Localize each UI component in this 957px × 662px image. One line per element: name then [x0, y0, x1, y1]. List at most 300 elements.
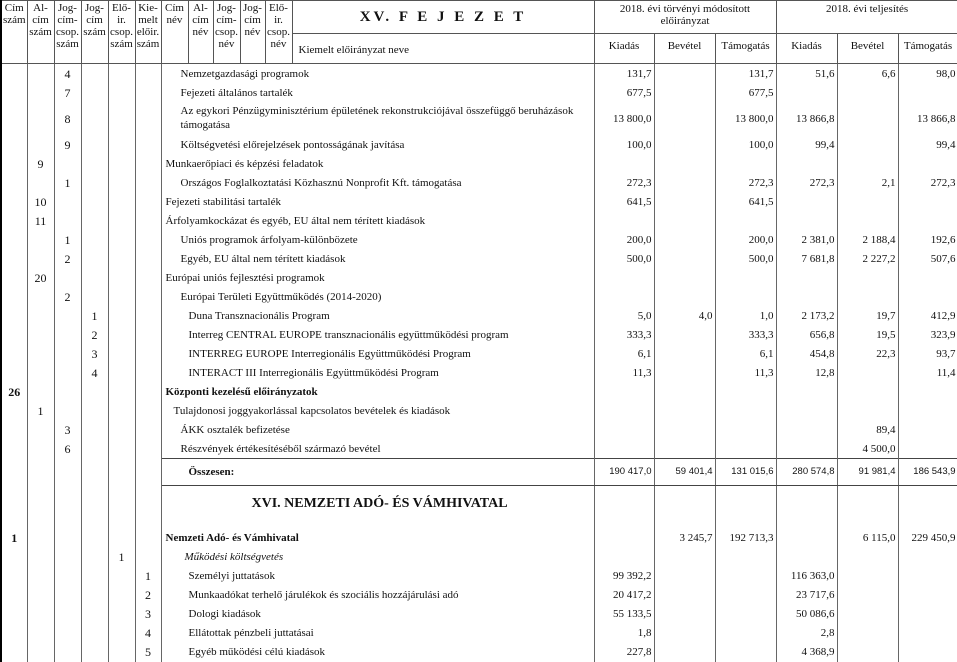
value-modified-expenditure: 13 800,0 — [594, 102, 654, 135]
value-actual-expenditure: 272,3 — [776, 173, 837, 192]
code-cell — [135, 192, 161, 211]
code-cell: 26 — [1, 382, 27, 401]
value-modified-expenditure: 190 417,0 — [594, 459, 654, 486]
code-cell — [81, 401, 108, 420]
appropriation-name: Nemzeti Adó- és Vámhivatal — [161, 523, 594, 548]
value-modified-support — [715, 605, 776, 624]
table-row — [1, 249, 957, 268]
code-cell — [81, 287, 108, 306]
table-row — [1, 306, 957, 325]
chapter-title: XV. F E J E Z E T — [292, 1, 594, 34]
code-cell — [1, 548, 27, 567]
appropriation-name: Az egykori Pénzügyminisztérium épületének rekonstrukciójával összefüggő beruházások támogatása — [161, 102, 594, 135]
column-header-támogatás: Támogatás — [898, 34, 957, 64]
column-header-bevétel: Bevétel — [654, 34, 715, 64]
value-actual-expenditure — [776, 548, 837, 567]
value-actual-support: 99,4 — [898, 135, 957, 154]
value-actual-support — [898, 420, 957, 439]
column-header-bevétel: Bevétel — [837, 34, 898, 64]
value-actual-revenue — [837, 192, 898, 211]
code-cell — [135, 306, 161, 325]
column-group-performance: 2018. évi teljesítés — [776, 1, 957, 34]
code-cell: 20 — [27, 268, 54, 287]
code-cell — [108, 230, 135, 249]
table-row — [1, 363, 957, 382]
code-cell — [108, 624, 135, 643]
value-modified-revenue — [654, 420, 715, 439]
value-modified-revenue — [654, 401, 715, 420]
code-cell — [54, 401, 81, 420]
appropriation-name: Költségvetési előrejelzések pontosságának javítása — [161, 135, 594, 154]
value-actual-expenditure — [776, 268, 837, 287]
value-modified-revenue — [654, 382, 715, 401]
code-cell — [81, 249, 108, 268]
value-modified-support — [715, 643, 776, 662]
value-actual-expenditure — [776, 287, 837, 306]
code-cell: 3 — [135, 605, 161, 624]
value-actual-expenditure: 454,8 — [776, 344, 837, 363]
table-row — [1, 439, 957, 459]
value-modified-support — [715, 382, 776, 401]
value-modified-revenue — [654, 230, 715, 249]
code-cell — [1, 306, 27, 325]
appropriation-name: Nemzetgazdasági programok — [161, 64, 594, 84]
value-modified-revenue — [654, 135, 715, 154]
code-cell — [108, 306, 135, 325]
value-actual-support: 323,9 — [898, 325, 957, 344]
column-header-code: Elő-ir. csop. név — [265, 1, 292, 64]
value-modified-support: 1,0 — [715, 306, 776, 325]
value-actual-support: 229 450,9 — [898, 523, 957, 548]
code-cell — [81, 102, 108, 135]
value-actual-revenue: 6 115,0 — [837, 523, 898, 548]
column-header-kiadás: Kiadás — [776, 34, 837, 64]
code-cell — [135, 154, 161, 173]
appropriation-name: XVI. NEMZETI ADÓ- ÉS VÁMHIVATAL — [161, 486, 594, 523]
code-cell — [81, 605, 108, 624]
code-cell: 8 — [54, 102, 81, 135]
table-row — [1, 567, 957, 586]
code-cell — [135, 420, 161, 439]
value-modified-expenditure — [594, 420, 654, 439]
section-heading-row — [1, 486, 957, 523]
value-modified-expenditure — [594, 268, 654, 287]
code-cell — [1, 420, 27, 439]
value-actual-expenditure: 2 381,0 — [776, 230, 837, 249]
code-cell — [135, 83, 161, 102]
table-row — [1, 586, 957, 605]
code-cell: 1 — [54, 230, 81, 249]
code-cell — [135, 268, 161, 287]
table-row — [1, 154, 957, 173]
code-cell — [81, 135, 108, 154]
value-modified-revenue — [654, 624, 715, 643]
value-actual-revenue — [837, 624, 898, 643]
code-cell — [135, 102, 161, 135]
column-group-modified-appropriation: 2018. évi törvényi módosított előirányzat — [594, 1, 776, 34]
value-modified-support: 272,3 — [715, 173, 776, 192]
value-actual-revenue — [837, 83, 898, 102]
code-cell — [54, 325, 81, 344]
code-cell — [1, 643, 27, 662]
table-row — [1, 83, 957, 102]
appropriation-name: Interreg CENTRAL EUROPE transznacionális együttműködési program — [161, 325, 594, 344]
value-modified-support — [715, 439, 776, 459]
value-modified-revenue — [654, 586, 715, 605]
value-actual-support — [898, 154, 957, 173]
code-cell: 2 — [54, 249, 81, 268]
code-cell — [108, 173, 135, 192]
table-row — [1, 135, 957, 154]
value-actual-support — [898, 211, 957, 230]
value-actual-expenditure: 116 363,0 — [776, 567, 837, 586]
value-modified-expenditure: 227,8 — [594, 643, 654, 662]
code-cell — [81, 382, 108, 401]
value-modified-expenditure: 99 392,2 — [594, 567, 654, 586]
value-actual-revenue: 6,6 — [837, 64, 898, 84]
value-actual-expenditure — [776, 154, 837, 173]
appropriation-name: Fejezeti stabilitási tartalék — [161, 192, 594, 211]
value-modified-expenditure — [594, 439, 654, 459]
table-row — [1, 64, 957, 84]
value-actual-revenue — [837, 401, 898, 420]
code-cell — [27, 420, 54, 439]
code-cell: 1 — [27, 401, 54, 420]
code-cell — [27, 382, 54, 401]
code-cell — [81, 548, 108, 567]
table-row — [1, 102, 957, 135]
value-actual-support — [898, 624, 957, 643]
value-actual-expenditure: 2,8 — [776, 624, 837, 643]
code-cell — [1, 605, 27, 624]
appropriation-name: Egyéb, EU által nem térített kiadások — [161, 249, 594, 268]
code-cell — [1, 192, 27, 211]
code-cell: 5 — [135, 643, 161, 662]
appropriation-name: Munkaerőpiaci és képzési feladatok — [161, 154, 594, 173]
value-actual-support — [898, 83, 957, 102]
code-cell — [135, 439, 161, 459]
code-cell — [81, 211, 108, 230]
value-actual-expenditure: 23 717,6 — [776, 586, 837, 605]
value-modified-support: 677,5 — [715, 83, 776, 102]
code-cell: 4 — [81, 363, 108, 382]
code-cell — [135, 249, 161, 268]
value-actual-support — [898, 548, 957, 567]
value-modified-revenue — [654, 64, 715, 84]
code-cell: 10 — [27, 192, 54, 211]
value-actual-revenue — [837, 643, 898, 662]
value-modified-revenue — [654, 287, 715, 306]
code-cell — [27, 344, 54, 363]
value-actual-revenue — [837, 363, 898, 382]
code-cell — [27, 624, 54, 643]
total-row — [1, 459, 957, 486]
code-cell — [108, 439, 135, 459]
code-cell — [108, 64, 135, 84]
column-header-code: Al-cím szám — [27, 1, 54, 64]
code-cell — [54, 306, 81, 325]
code-cell — [81, 624, 108, 643]
value-modified-revenue — [654, 344, 715, 363]
column-header-code: Jog-cím-csop. szám — [54, 1, 81, 64]
value-actual-revenue: 22,3 — [837, 344, 898, 363]
code-cell — [135, 230, 161, 249]
column-header-name: Kiemelt előirányzat neve — [292, 34, 594, 64]
code-cell — [1, 486, 27, 523]
value-modified-revenue — [654, 439, 715, 459]
code-cell: 1 — [135, 567, 161, 586]
column-header-code: Al-cím név — [188, 1, 213, 64]
code-cell — [81, 439, 108, 459]
column-header-code: Jog-cím-csop. név — [213, 1, 240, 64]
value-modified-revenue — [654, 567, 715, 586]
value-modified-revenue: 3 245,7 — [654, 523, 715, 548]
table-header — [1, 1, 957, 64]
table-row — [1, 624, 957, 643]
code-cell: 2 — [54, 287, 81, 306]
code-cell — [54, 154, 81, 173]
value-modified-support — [715, 567, 776, 586]
value-modified-expenditure: 6,1 — [594, 344, 654, 363]
value-modified-revenue — [654, 363, 715, 382]
code-cell — [135, 135, 161, 154]
code-cell — [1, 173, 27, 192]
value-modified-expenditure — [594, 523, 654, 548]
value-actual-revenue: 2 188,4 — [837, 230, 898, 249]
column-header-kiadás: Kiadás — [594, 34, 654, 64]
code-cell — [81, 567, 108, 586]
value-actual-support: 192,6 — [898, 230, 957, 249]
code-cell: 9 — [54, 135, 81, 154]
value-modified-revenue — [654, 486, 715, 523]
value-actual-expenditure — [776, 211, 837, 230]
code-cell — [81, 154, 108, 173]
value-modified-expenditure: 1,8 — [594, 624, 654, 643]
code-cell: 3 — [54, 420, 81, 439]
code-cell — [54, 523, 81, 548]
code-cell — [108, 325, 135, 344]
code-cell — [54, 548, 81, 567]
appropriation-name: Uniós programok árfolyam-különbözete — [161, 230, 594, 249]
code-cell — [81, 268, 108, 287]
value-actual-support — [898, 586, 957, 605]
appropriation-name: Európai Területi Együttműködés (2014-2020) — [161, 287, 594, 306]
code-cell: 4 — [135, 624, 161, 643]
table-row — [1, 382, 957, 401]
code-cell — [54, 363, 81, 382]
value-modified-expenditure: 500,0 — [594, 249, 654, 268]
column-header-code: Cím szám — [1, 1, 27, 64]
value-actual-expenditure: 7 681,8 — [776, 249, 837, 268]
value-actual-expenditure: 656,8 — [776, 325, 837, 344]
appropriation-name: ÁKK osztalék befizetése — [161, 420, 594, 439]
code-cell — [108, 420, 135, 439]
value-modified-revenue — [654, 154, 715, 173]
code-cell — [27, 486, 54, 523]
value-modified-revenue — [654, 548, 715, 567]
code-cell — [108, 249, 135, 268]
code-cell — [27, 287, 54, 306]
code-cell — [81, 173, 108, 192]
value-modified-expenditure: 20 417,2 — [594, 586, 654, 605]
column-header-code: Kie-melt előir. szám — [135, 1, 161, 64]
value-actual-revenue — [837, 268, 898, 287]
code-cell — [108, 523, 135, 548]
code-cell — [27, 306, 54, 325]
value-actual-support: 412,9 — [898, 306, 957, 325]
code-cell — [108, 135, 135, 154]
code-cell — [108, 586, 135, 605]
value-actual-support — [898, 382, 957, 401]
table-row — [1, 287, 957, 306]
value-modified-support — [715, 586, 776, 605]
code-cell — [1, 344, 27, 363]
table-row — [1, 173, 957, 192]
value-modified-support — [715, 486, 776, 523]
appropriation-name: Árfolyamkockázat és egyéb, EU által nem térített kiadások — [161, 211, 594, 230]
value-modified-revenue — [654, 83, 715, 102]
table-row — [1, 401, 957, 420]
code-cell: 2 — [135, 586, 161, 605]
value-actual-revenue — [837, 135, 898, 154]
column-header-code: Jog-cím név — [240, 1, 265, 64]
code-cell — [81, 459, 108, 486]
value-actual-expenditure: 12,8 — [776, 363, 837, 382]
code-cell — [1, 102, 27, 135]
code-cell — [27, 586, 54, 605]
column-header-code: Jog-cím szám — [81, 1, 108, 64]
value-actual-revenue — [837, 382, 898, 401]
code-cell — [108, 567, 135, 586]
value-actual-support: 11,4 — [898, 363, 957, 382]
value-actual-support: 507,6 — [898, 249, 957, 268]
code-cell — [54, 643, 81, 662]
value-actual-revenue — [837, 548, 898, 567]
code-cell — [108, 643, 135, 662]
value-actual-support — [898, 439, 957, 459]
table-row — [1, 548, 957, 567]
code-cell — [81, 643, 108, 662]
value-modified-support: 13 800,0 — [715, 102, 776, 135]
code-cell — [1, 268, 27, 287]
code-cell — [27, 325, 54, 344]
value-modified-revenue — [654, 643, 715, 662]
value-actual-expenditure — [776, 420, 837, 439]
code-cell — [108, 605, 135, 624]
appropriation-name: Európai uniós fejlesztési programok — [161, 268, 594, 287]
value-modified-support: 200,0 — [715, 230, 776, 249]
code-cell: 1 — [108, 548, 135, 567]
value-actual-expenditure — [776, 192, 837, 211]
value-modified-support: 192 713,3 — [715, 523, 776, 548]
table-row — [1, 230, 957, 249]
code-cell — [135, 211, 161, 230]
appropriation-name: INTERACT III Interregionális Együttműködési Program — [161, 363, 594, 382]
value-actual-revenue — [837, 287, 898, 306]
value-actual-revenue — [837, 102, 898, 135]
value-modified-support: 11,3 — [715, 363, 776, 382]
table-row — [1, 192, 957, 211]
code-cell: 1 — [54, 173, 81, 192]
code-cell — [1, 567, 27, 586]
value-actual-expenditure: 280 574,8 — [776, 459, 837, 486]
code-cell — [81, 192, 108, 211]
value-modified-support — [715, 420, 776, 439]
value-actual-expenditure — [776, 439, 837, 459]
code-cell — [27, 523, 54, 548]
code-cell: 7 — [54, 83, 81, 102]
appropriation-name: Összesen: — [161, 459, 594, 486]
value-actual-revenue — [837, 154, 898, 173]
value-actual-support: 186 543,9 — [898, 459, 957, 486]
code-cell — [1, 624, 27, 643]
column-header-támogatás: Támogatás — [715, 34, 776, 64]
appropriation-name: Egyéb működési célú kiadások — [161, 643, 594, 662]
code-cell: 2 — [81, 325, 108, 344]
code-cell — [1, 325, 27, 344]
value-modified-support — [715, 287, 776, 306]
value-modified-expenditure — [594, 154, 654, 173]
value-modified-support: 131 015,6 — [715, 459, 776, 486]
value-actual-revenue: 91 981,4 — [837, 459, 898, 486]
appropriation-name: Munkaadókat terhelő járulékok és szociális hozzájárulási adó — [161, 586, 594, 605]
code-cell — [54, 268, 81, 287]
value-actual-support: 272,3 — [898, 173, 957, 192]
code-cell — [54, 344, 81, 363]
code-cell — [27, 64, 54, 84]
value-modified-expenditure: 677,5 — [594, 83, 654, 102]
code-cell — [135, 64, 161, 84]
code-cell — [108, 268, 135, 287]
code-cell — [54, 624, 81, 643]
value-modified-revenue — [654, 102, 715, 135]
code-cell — [135, 325, 161, 344]
value-actual-support — [898, 486, 957, 523]
code-cell — [135, 344, 161, 363]
value-modified-support — [715, 154, 776, 173]
value-actual-support — [898, 287, 957, 306]
value-actual-revenue: 2,1 — [837, 173, 898, 192]
code-cell — [54, 605, 81, 624]
code-cell — [135, 401, 161, 420]
code-cell — [27, 459, 54, 486]
value-modified-expenditure: 5,0 — [594, 306, 654, 325]
code-cell — [27, 439, 54, 459]
code-cell: 9 — [27, 154, 54, 173]
appropriation-name: Személyi juttatások — [161, 567, 594, 586]
value-modified-revenue — [654, 249, 715, 268]
code-cell: 1 — [1, 523, 27, 548]
value-modified-expenditure — [594, 287, 654, 306]
code-cell: 4 — [54, 64, 81, 84]
code-cell — [108, 102, 135, 135]
appropriation-name: Részvények értékesítéséből származó bevétel — [161, 439, 594, 459]
code-cell — [108, 363, 135, 382]
value-actual-support: 13 866,8 — [898, 102, 957, 135]
value-actual-revenue: 19,5 — [837, 325, 898, 344]
value-modified-expenditure: 200,0 — [594, 230, 654, 249]
code-cell — [81, 486, 108, 523]
code-cell — [1, 135, 27, 154]
value-actual-support — [898, 192, 957, 211]
value-actual-expenditure: 13 866,8 — [776, 102, 837, 135]
appropriation-name: Működési költségvetés — [161, 548, 594, 567]
value-modified-expenditure: 641,5 — [594, 192, 654, 211]
code-cell — [27, 643, 54, 662]
value-modified-expenditure — [594, 401, 654, 420]
value-modified-expenditure: 272,3 — [594, 173, 654, 192]
code-cell — [27, 249, 54, 268]
